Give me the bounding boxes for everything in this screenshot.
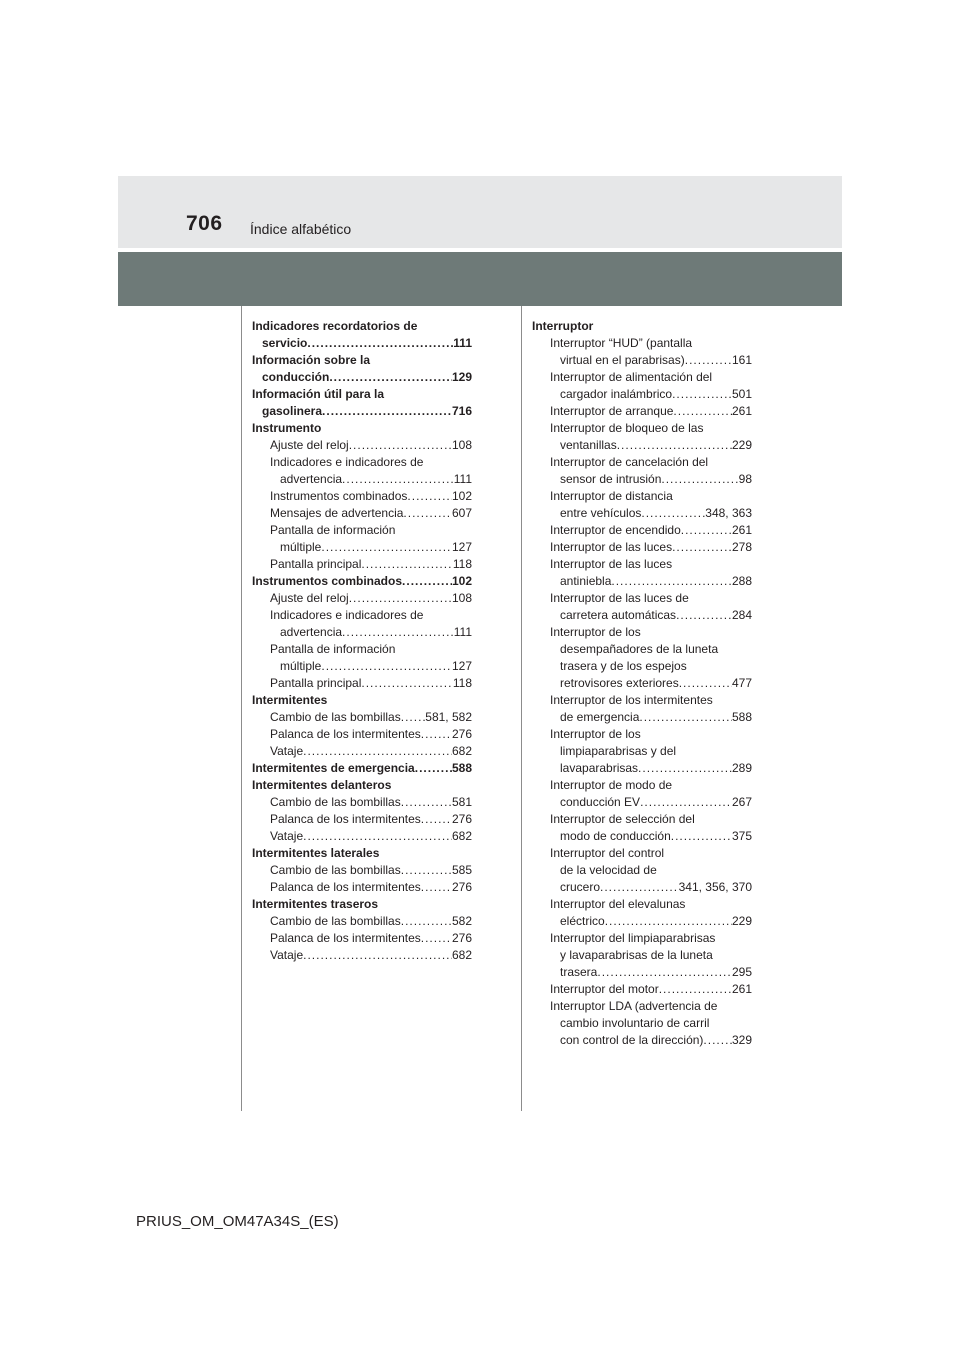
index-term: de emergencia (560, 710, 640, 724)
index-entry (252, 777, 472, 794)
index-page-ref: 329 (731, 1033, 752, 1047)
index-entry (252, 607, 472, 624)
dot-leader (342, 471, 454, 488)
index-term: múltiple (280, 540, 322, 554)
index-page-ref: 607 (451, 506, 472, 520)
index-term: Interruptor de bloqueo de las (550, 421, 704, 435)
index-term: Indicadores e indicadores de (270, 608, 424, 622)
dot-leader (676, 607, 732, 624)
index-term: sensor de intrusión (560, 472, 662, 486)
index-term: Mensajes de advertencia (270, 506, 404, 520)
index-term: advertencia (280, 625, 343, 639)
dot-leader (685, 352, 732, 369)
index-entry (252, 420, 472, 437)
index-entry (532, 454, 752, 471)
index-page-ref: 111 (453, 625, 472, 639)
index-term: con control de la dirección) (560, 1033, 704, 1047)
column-divider-middle (521, 306, 522, 1111)
index-entry (532, 522, 752, 539)
index-page-ref: 288 (731, 574, 752, 588)
index-entry (252, 369, 472, 386)
index-entry (252, 862, 472, 879)
index-term: Interruptor de los (550, 727, 641, 741)
index-page-ref: 588 (451, 761, 472, 775)
index-term: Vataje (270, 948, 304, 962)
index-entry (252, 811, 472, 828)
index-entry (532, 964, 752, 981)
index-term: Interruptor de las luces (550, 557, 673, 571)
index-entry (252, 930, 472, 947)
index-term: Interruptor de arranque (550, 404, 674, 418)
index-entry (532, 437, 752, 454)
index-entry (252, 913, 472, 930)
index-page-ref: 295 (731, 965, 752, 979)
index-term: Interruptor del motor (550, 982, 659, 996)
index-column-left (252, 318, 472, 964)
index-term: Interruptor (532, 319, 594, 333)
index-entry (532, 811, 752, 828)
dot-leader (638, 760, 732, 777)
index-page-ref: 716 (451, 404, 472, 418)
dot-leader (640, 794, 732, 811)
index-page-ref: 278 (731, 540, 752, 554)
index-term: entre vehículos (560, 506, 642, 520)
index-entry (532, 590, 752, 607)
dot-leader (421, 930, 452, 947)
index-entry (532, 777, 752, 794)
column-divider-left (241, 306, 242, 1111)
index-entry (532, 403, 752, 420)
index-entry (532, 828, 752, 845)
index-entry (532, 573, 752, 590)
index-term: conducción (262, 370, 330, 384)
index-page-ref: 581 (451, 795, 472, 809)
index-term: crucero (560, 880, 601, 894)
index-term: Pantalla de información (270, 523, 396, 537)
index-term: Interruptor de distancia (550, 489, 673, 503)
index-term: Intermitentes de emergencia (252, 761, 415, 775)
index-entry (532, 369, 752, 386)
index-entry (532, 318, 752, 335)
index-entry (252, 471, 472, 488)
dot-leader (307, 335, 453, 352)
index-page-ref: 276 (451, 880, 472, 894)
index-entry (252, 573, 472, 590)
index-entry (252, 879, 472, 896)
index-term: eléctrico (560, 914, 605, 928)
index-page-ref: 102 (451, 574, 472, 588)
index-term: Interruptor del limpiaparabrisas (550, 931, 716, 945)
index-term: Indicadores e indicadores de (270, 455, 424, 469)
index-page-ref: 341, 356, 370 (678, 880, 752, 894)
index-entry (252, 709, 472, 726)
dot-leader (681, 522, 732, 539)
index-entry (532, 998, 752, 1015)
dot-leader (321, 539, 452, 556)
document-code: PRIUS_OM_OM47A34S_(ES) (136, 1213, 339, 1230)
index-page-ref: 582 (451, 914, 472, 928)
dot-leader (641, 505, 705, 522)
index-entry (252, 403, 472, 420)
index-page-ref: 348, 363 (705, 506, 752, 520)
dot-leader (342, 624, 454, 641)
index-entry (532, 352, 752, 369)
dot-leader (303, 828, 452, 845)
index-entry (532, 658, 752, 675)
index-term: Cambio de las bombillas (270, 914, 401, 928)
index-term: retrovisores exteriores (560, 676, 679, 690)
index-term: Intermitentes laterales (252, 846, 380, 860)
index-entry (532, 556, 752, 573)
index-page-ref: 111 (453, 472, 472, 486)
index-term: Interruptor de cancelación del (550, 455, 709, 469)
index-entry (252, 726, 472, 743)
index-entry (532, 760, 752, 777)
index-entry (252, 794, 472, 811)
index-term: Interruptor de alimentación del (550, 370, 713, 384)
index-term: de la velocidad de (560, 863, 657, 877)
dot-leader (401, 794, 452, 811)
index-term: Pantalla de información (270, 642, 396, 656)
index-entry (252, 539, 472, 556)
index-entry (252, 335, 472, 352)
dot-leader (600, 879, 679, 896)
index-term: Instrumento (252, 421, 322, 435)
index-page-ref: 375 (731, 829, 752, 843)
index-page-ref: 276 (451, 812, 472, 826)
dot-leader (611, 573, 732, 590)
index-term: Palanca de los intermitentes (270, 727, 421, 741)
index-term: Instrumentos combinados (270, 489, 408, 503)
index-entry (252, 522, 472, 539)
index-term: Vataje (270, 829, 304, 843)
index-entry (532, 726, 752, 743)
index-term: carretera automáticas (560, 608, 677, 622)
dot-leader (661, 471, 738, 488)
index-page-ref: 588 (731, 710, 752, 724)
index-entry (252, 590, 472, 607)
index-term: Información útil para la (252, 387, 385, 401)
index-entry (252, 692, 472, 709)
index-page-ref: 284 (731, 608, 752, 622)
dot-leader (421, 811, 452, 828)
index-term: Cambio de las bombillas (270, 795, 401, 809)
index-page-ref: 102 (451, 489, 472, 503)
index-page-ref: 682 (451, 744, 472, 758)
index-page-ref: 129 (451, 370, 472, 384)
index-entry (532, 420, 752, 437)
index-entry (252, 947, 472, 964)
index-entry (532, 505, 752, 522)
page-number: 706 (186, 212, 223, 235)
index-entry (532, 488, 752, 505)
index-entry (532, 981, 752, 998)
dot-leader (322, 403, 452, 420)
index-page-ref: 261 (731, 523, 752, 537)
index-entry (532, 1032, 752, 1049)
index-term: advertencia (280, 472, 343, 486)
index-entry (532, 845, 752, 862)
index-page-ref: 108 (451, 591, 472, 605)
index-term: Intermitentes delanteros (252, 778, 392, 792)
dot-leader (672, 539, 732, 556)
index-page-ref: 98 (738, 472, 752, 486)
index-term: Interruptor de modo de (550, 778, 673, 792)
index-entry (252, 743, 472, 760)
index-entry (252, 556, 472, 573)
index-entry (252, 896, 472, 913)
dot-leader (349, 590, 452, 607)
index-page-ref: 161 (731, 353, 752, 367)
index-entry (532, 692, 752, 709)
index-term: Cambio de las bombillas (270, 710, 401, 724)
dot-leader (421, 879, 452, 896)
index-entry (532, 675, 752, 692)
index-term: Indicadores recordatorios de (252, 319, 418, 333)
index-page-ref: 261 (731, 982, 752, 996)
index-term: Cambio de las bombillas (270, 863, 401, 877)
index-page-ref: 118 (452, 676, 472, 690)
index-page-ref: 118 (452, 557, 472, 571)
index-term: Ajuste del reloj (270, 591, 349, 605)
index-term: Interruptor de las luces (550, 540, 673, 554)
index-page-ref: 581, 582 (425, 710, 472, 724)
index-entry (252, 437, 472, 454)
dot-leader (401, 913, 452, 930)
index-term: servicio (262, 336, 308, 350)
dot-leader (597, 964, 732, 981)
index-entry (532, 794, 752, 811)
index-entry (252, 386, 472, 403)
index-term: conducción EV (560, 795, 641, 809)
index-entry (532, 930, 752, 947)
index-term: desempañadores de la luneta (560, 642, 719, 656)
index-entry (532, 641, 752, 658)
dot-leader (703, 1032, 732, 1049)
index-term: virtual en el parabrisas) (560, 353, 685, 367)
index-term: Interruptor del control (550, 846, 665, 860)
index-entry (532, 913, 752, 930)
index-term: lavaparabrisas (560, 761, 639, 775)
index-entry (252, 505, 472, 522)
index-entry (252, 624, 472, 641)
index-page-ref: 682 (451, 948, 472, 962)
dot-leader (407, 488, 452, 505)
index-entry (532, 743, 752, 760)
dot-leader (401, 862, 452, 879)
index-term: Interruptor de selección del (550, 812, 695, 826)
header-band (118, 176, 842, 248)
dot-leader (349, 437, 452, 454)
dot-leader (671, 828, 732, 845)
dot-leader (401, 709, 426, 726)
index-term: Pantalla principal (270, 676, 362, 690)
dot-leader (659, 981, 732, 998)
dot-leader (403, 505, 452, 522)
index-term: limpiaparabrisas y del (560, 744, 677, 758)
index-page-ref: 127 (451, 540, 472, 554)
index-page-ref: 229 (731, 914, 752, 928)
index-entry (532, 335, 752, 352)
index-page-ref: 276 (451, 727, 472, 741)
index-term: Palanca de los intermitentes (270, 880, 421, 894)
index-term: gasolinera (262, 404, 323, 418)
index-term: Interruptor “HUD” (pantalla (550, 336, 693, 350)
index-entry (532, 471, 752, 488)
index-term: cargador inalámbrico (560, 387, 673, 401)
dot-leader (321, 658, 452, 675)
index-entry (532, 709, 752, 726)
index-term: Interruptor LDA (advertencia de (550, 999, 718, 1013)
index-term: antiniebla (560, 574, 612, 588)
index-entry (252, 488, 472, 505)
index-term: cambio involuntario de carril (560, 1016, 710, 1030)
index-term: Palanca de los intermitentes (270, 812, 421, 826)
index-page-ref: 261 (731, 404, 752, 418)
index-term: ventanillas (560, 438, 617, 452)
index-entry (532, 862, 752, 879)
index-entry (532, 539, 752, 556)
dot-leader (639, 709, 732, 726)
index-term: Pantalla principal (270, 557, 362, 571)
index-term: Intermitentes (252, 693, 328, 707)
index-term: Vataje (270, 744, 304, 758)
index-entry (252, 760, 472, 777)
index-page-ref: 108 (451, 438, 472, 452)
index-page-ref: 585 (451, 863, 472, 877)
index-entry (252, 641, 472, 658)
dot-leader (673, 403, 732, 420)
index-page-ref: 501 (731, 387, 752, 401)
index-entry (252, 352, 472, 369)
index-entry (532, 624, 752, 641)
dot-leader (672, 386, 732, 403)
dot-leader (605, 913, 732, 930)
index-term: trasera (560, 965, 598, 979)
index-entry (532, 386, 752, 403)
index-entry (532, 947, 752, 964)
index-page-ref: 477 (731, 676, 752, 690)
index-page-ref: 111 (453, 336, 472, 350)
index-page-ref: 267 (731, 795, 752, 809)
index-column-right (532, 318, 752, 1049)
index-term: Interruptor de encendido (550, 523, 681, 537)
header-bar (118, 252, 842, 306)
index-term: Interruptor del elevalunas (550, 897, 686, 911)
index-term: Información sobre la (252, 353, 371, 367)
index-page-ref: 682 (451, 829, 472, 843)
index-entry (532, 896, 752, 913)
index-term: Palanca de los intermitentes (270, 931, 421, 945)
index-entry (252, 828, 472, 845)
index-term: modo de conducción (560, 829, 671, 843)
index-entry (252, 318, 472, 335)
index-page-ref: 127 (451, 659, 472, 673)
index-entry (252, 454, 472, 471)
dot-leader (361, 675, 452, 692)
index-page-ref: 229 (731, 438, 752, 452)
index-term: y lavaparabrisas de la luneta (560, 948, 713, 962)
dot-leader (402, 573, 452, 590)
index-page-ref: 289 (731, 761, 752, 775)
index-entry (532, 1015, 752, 1032)
index-term: múltiple (280, 659, 322, 673)
dot-leader (421, 726, 452, 743)
index-term: Interruptor de los intermitentes (550, 693, 713, 707)
index-entry (532, 607, 752, 624)
dot-leader (679, 675, 732, 692)
index-term: trasera y de los espejos (560, 659, 687, 673)
index-term: Intermitentes traseros (252, 897, 379, 911)
dot-leader (617, 437, 732, 454)
index-page-ref: 276 (451, 931, 472, 945)
index-entry (252, 845, 472, 862)
dot-leader (415, 760, 452, 777)
index-entry (252, 658, 472, 675)
index-term: Ajuste del reloj (270, 438, 349, 452)
dot-leader (303, 743, 452, 760)
dot-leader (303, 947, 452, 964)
dot-leader (361, 556, 452, 573)
index-entry (252, 675, 472, 692)
section-title: Índice alfabético (250, 221, 352, 237)
dot-leader (329, 369, 452, 386)
index-term: Instrumentos combinados (252, 574, 403, 588)
index-entry (532, 879, 752, 896)
index-term: Interruptor de las luces de (550, 591, 689, 605)
index-term: Interruptor de los (550, 625, 641, 639)
